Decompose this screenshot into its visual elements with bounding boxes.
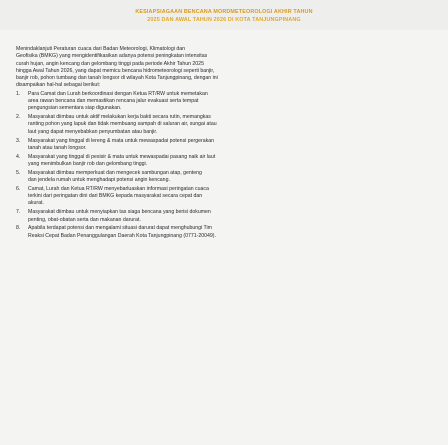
- instruction-number: 8.: [16, 225, 21, 232]
- instruction-line: terkini dari peringatan dini dari BMKG kepada masyarakat secara cepat dan: [28, 193, 203, 200]
- instruction-item: [0, 170, 428, 186]
- instruction-line: penting, obat-obatan serta dan makanan darurat.: [28, 216, 141, 223]
- instruction-item: [0, 91, 428, 114]
- instruction-number: 1.: [16, 90, 21, 97]
- header-title-line-1: KESIAPSIAGAAN BENCANA MORDMETEOROLOGI AKHIR TAHUN: [135, 9, 313, 15]
- intro-line: Menindaklanjuti Peraturan cuaca dari Badan Meteorologi, Klimatologi dan: [16, 46, 185, 52]
- instruction-line: Reaksi Cepat Badan Penanggulangan Daerah Kota Tanjungpinang (0771-20049).: [28, 232, 216, 239]
- instruction-line: Camat, Lurah dan Ketua RT/RW menyebarluaskan informasi peringatan cuaca: [28, 185, 209, 192]
- instruction-line: pengungsian sementara siap digunakan.: [28, 105, 122, 112]
- instruction-line: Masyarakat yang tinggal di pesisir & mata untuk mewaspadai pasang naik air laut: [28, 153, 216, 160]
- instruction-item: [0, 138, 428, 154]
- instruction-line: Masyarakat yang tinggal di lereng & mata untuk mewaspadai potensi pergerakan: [28, 137, 214, 144]
- intro-line: curah hujan, angin kencang dan gelombang tinggi pada periode Akhir Tahun 2025: [16, 60, 204, 67]
- intro-line: Geofisika (BMKG) yang mengidentifikasikan adanya potensi peningkatan intensitas: [16, 53, 208, 60]
- instruction-number: 5.: [16, 169, 21, 176]
- instruction-line: ranting pohon yang lapuk dan tidak membuang sampah di saluran air, sungai atau: [28, 121, 217, 128]
- instruction-list: [0, 91, 448, 242]
- instruction-number: 4.: [16, 153, 21, 160]
- instruction-line: tanah atau tanah longsor.: [28, 144, 87, 151]
- instruction-line: dan jendela rumah untuk menghadapi potensi angin kencang.: [28, 177, 170, 184]
- instruction-number: 6.: [16, 185, 21, 192]
- document-header: [0, 0, 448, 30]
- instruction-item: [0, 225, 428, 241]
- instruction-line: Masyarakat diimbau memperkuat dan mengecek sambungan atap, genteng: [28, 169, 202, 176]
- instruction-line: yang menimbulkan banjir rob dan gelombang tinggi.: [28, 160, 148, 167]
- intro-line: disampaikan hal-hal sebagai berikut:: [16, 82, 101, 89]
- instruction-line: laut yang dapat menyebabkan penyumbatan atau banjir.: [28, 128, 158, 135]
- intro-paragraph: [16, 46, 420, 90]
- instruction-number: 2.: [16, 114, 21, 121]
- instruction-item: [0, 209, 428, 225]
- instruction-line: Masyarakat diimbau untuk menyiapkan tas siaga bencana yang berisi dokumen: [28, 209, 211, 216]
- instruction-line: area rawan bencana dan memastikan rencana jalur evakuasi serta tempat: [28, 98, 199, 105]
- instruction-line: Para Camat dan Lurah berkoordinasi dengan Ketua RT/RW untuk memetakan: [28, 90, 208, 97]
- instruction-line: Masyarakat diimbau untuk aktif melakukan kerja bakti secara rutin, memangkas: [28, 114, 211, 121]
- instruction-item: [0, 186, 428, 209]
- instruction-item: [0, 114, 428, 137]
- intro-line: banjir rob, pohon tumbang dan tanah longsor di wilayah Kota Tanjungpinang, dengan ini: [16, 75, 218, 82]
- instruction-line: Apabila terdapat potensi dan mengalami situasi darurat dapat menghubungi Tim: [28, 225, 212, 232]
- header-title-line-2: 2025 DAN AWAL TAHUN 2026 DI KOTA TANJUNGPINANG: [147, 17, 301, 23]
- instruction-item: [0, 154, 428, 170]
- document-body: [0, 46, 448, 445]
- instruction-number: 3.: [16, 137, 21, 144]
- instruction-number: 7.: [16, 209, 21, 216]
- instruction-line: akurat.: [28, 200, 44, 207]
- intro-line: hingga Awal Tahun 2026, yang dapat memicu bencana hidrometeorologi seperti banjir,: [16, 67, 215, 74]
